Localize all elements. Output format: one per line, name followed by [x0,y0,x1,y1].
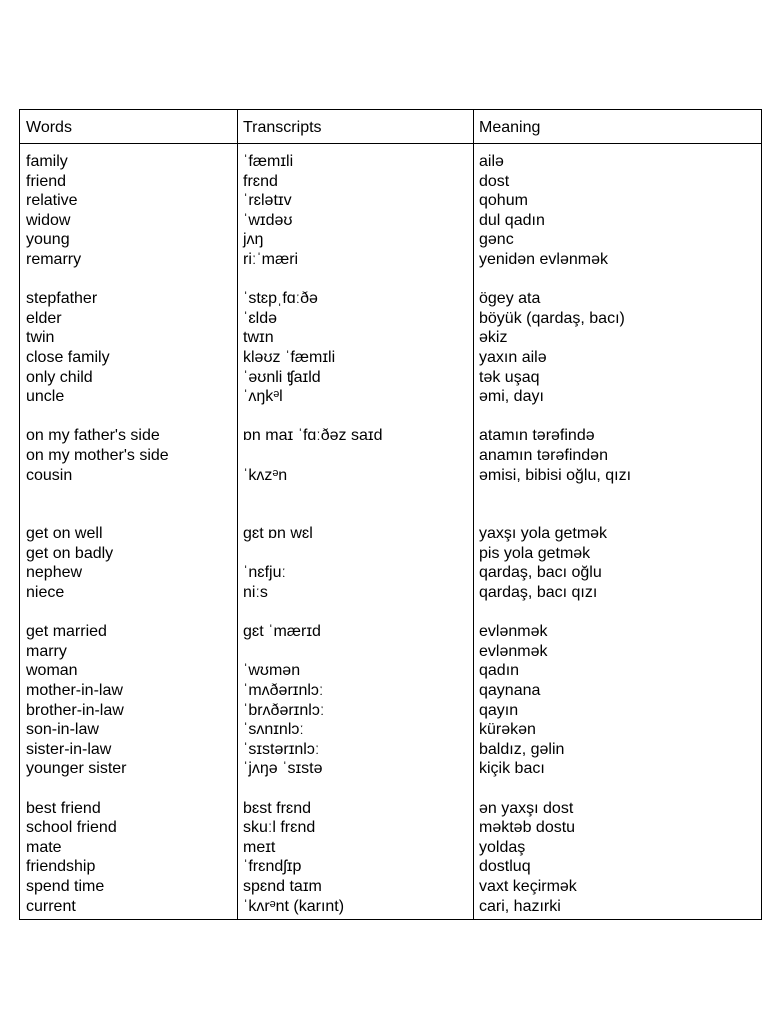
word-cell: spend time [26,877,105,895]
word-cell: remarry [26,250,82,268]
word-cell: family [26,153,68,170]
meaning-cell: yoldaş [479,838,526,856]
word-cell: on my mother's side [26,446,169,464]
transcript-cell: ˈʌŋkᵊl [243,388,283,406]
word-cell: best friend [26,799,101,817]
meaning-cell: pis yola getmək [479,544,591,562]
meaning-cell: atamın tərəfində [479,427,595,445]
transcript-cell [243,446,382,466]
word-cell: current [26,897,76,915]
transcript-cell: ˈwɪdəʊ [243,211,293,229]
meaning-cell: ailə [479,153,504,170]
word-cell: mate [26,838,62,856]
meaning-cell: əmisi, bibisi oğlu, qızı [479,466,632,484]
transcript-cell: ˈəʊnli ʧaɪld [243,368,321,386]
meaning-cell: kürəkən [479,721,536,739]
word-cell: elder [26,309,62,327]
meaning-cell: ögey ata [479,290,541,308]
meaning-cell: qadın [479,662,520,680]
word-cell: nephew [26,564,83,582]
transcripts-column [243,152,382,916]
transcript-cell: ɒn maɪ ˈfɑːðəz saɪd [243,427,383,445]
word-cell: cousin [26,466,73,484]
transcript-cell: gɛt ˈmærɪd [243,623,321,641]
meaning-column [479,152,631,916]
word-cell: widow [26,211,71,229]
transcript-cell: ˈkʌrᵊnt (karınt) [243,897,345,915]
word-cell: friend [26,172,67,190]
transcript-cell: frɛnd [243,172,278,190]
meaning-cell: qardaş, bacı oğlu [479,564,602,582]
meaning-cell: qardaş, bacı qızı [479,584,598,602]
meaning-cell: böyük (qardaş, bacı) [479,309,625,327]
meaning-cell: yenidən evlənmək [479,250,608,268]
meaning-cell: dostluq [479,858,531,876]
word-cell: younger sister [26,760,127,778]
meaning-cell: qohum [479,192,528,210]
word-cell: get on well [26,525,103,543]
transcript-cell: ˈjʌŋə ˈsɪstə [243,760,323,778]
word-cell: only child [26,368,93,386]
meaning-cell: qayın [479,701,519,719]
meaning-cell: yaxın ailə [479,348,547,366]
header-divider [20,143,761,144]
meaning-cell: məktəb dostu [479,819,576,837]
header-words: Words [26,119,72,136]
meaning-cell: tək uşaq [479,368,540,386]
meaning-cell: kiçik bacı [479,760,545,778]
transcript-cell: ˈstɛpˌfɑːðə [243,290,318,308]
transcript-cell: twɪn [243,329,274,347]
transcript-cell: ˈmʌðərɪnlɔː [243,682,324,700]
word-cell: get on badly [26,544,114,562]
transcript-cell: bɛst frɛnd [243,799,312,817]
word-cell: woman [26,662,78,680]
transcript-cell: ˈkʌzᵊn [243,466,288,484]
transcript-cell: ˈsɪstərɪnlɔː [243,740,320,758]
meaning-cell: evlənmək [479,623,548,641]
meaning-cell: əmi, dayı [479,388,544,406]
word-cell: brother-in-law [26,701,124,719]
transcript-cell: kləʊz ˈfæmɪli [243,348,336,366]
word-cell: stepfather [26,290,98,308]
word-cell: son-in-law [26,721,99,739]
transcript-cell: gɛt ɒn wɛl [243,525,313,543]
transcript-cell [243,642,382,662]
meaning-cell: vaxt keçirmək [479,877,577,895]
transcript-cell: meɪt [243,838,276,856]
transcript-cell: ˈfrɛndʃɪp [243,858,302,876]
word-cell: close family [26,348,110,366]
transcript-cell: ˈnɛfjuː [243,564,286,582]
meaning-cell: anamın tərəfindən [479,446,608,464]
transcript-cell: ˈbrʌðərɪnlɔː [243,701,325,719]
header-meaning: Meaning [479,119,541,136]
word-cell: on my father's side [26,427,160,445]
meaning-cell: baldız, gəlin [479,740,565,758]
column-divider-1 [237,110,238,919]
transcript-cell: riːˈmæri [243,250,299,268]
transcript-cell: ˈrɛlətɪv [243,192,292,210]
word-cell: sister-in-law [26,740,112,758]
meaning-cell: ən yaxşı dost [479,799,574,817]
word-cell: school friend [26,819,117,837]
word-cell: young [26,231,70,249]
word-cell: uncle [26,388,65,406]
meaning-cell: gənc [479,231,514,249]
transcript-cell: jʌŋ [243,231,264,249]
column-divider-2 [473,110,474,919]
transcript-cell: ˈsʌnɪnlɔː [243,721,304,739]
word-cell: get married [26,623,107,641]
word-cell: niece [26,584,65,602]
transcript-cell [243,544,382,564]
meaning-cell: qaynana [479,682,541,700]
transcript-cell: ˈfæmɪli [243,153,294,170]
word-cell: relative [26,192,78,210]
meaning-cell: evlənmək [479,642,548,660]
meaning-cell: dost [479,172,510,190]
transcript-cell: skuːl frɛnd [243,819,316,837]
transcript-cell: spɛnd taɪm [243,877,322,895]
word-cell: marry [26,642,67,660]
meaning-cell: yaxşı yola getmək [479,525,608,543]
meaning-cell: cari, hazırki [479,897,561,915]
header-transcripts: Transcripts [243,119,322,136]
transcript-cell: niːs [243,584,268,602]
word-cell: mother-in-law [26,682,123,700]
transcript-cell: ˈwʊmən [243,662,301,680]
words-column [26,152,169,916]
meaning-cell: dul qadın [479,211,545,229]
word-cell: friendship [26,858,96,876]
word-cell: twin [26,329,55,347]
vocabulary-table [19,109,762,920]
transcript-cell: ˈɛldə [243,309,278,327]
meaning-cell: əkiz [479,329,508,347]
